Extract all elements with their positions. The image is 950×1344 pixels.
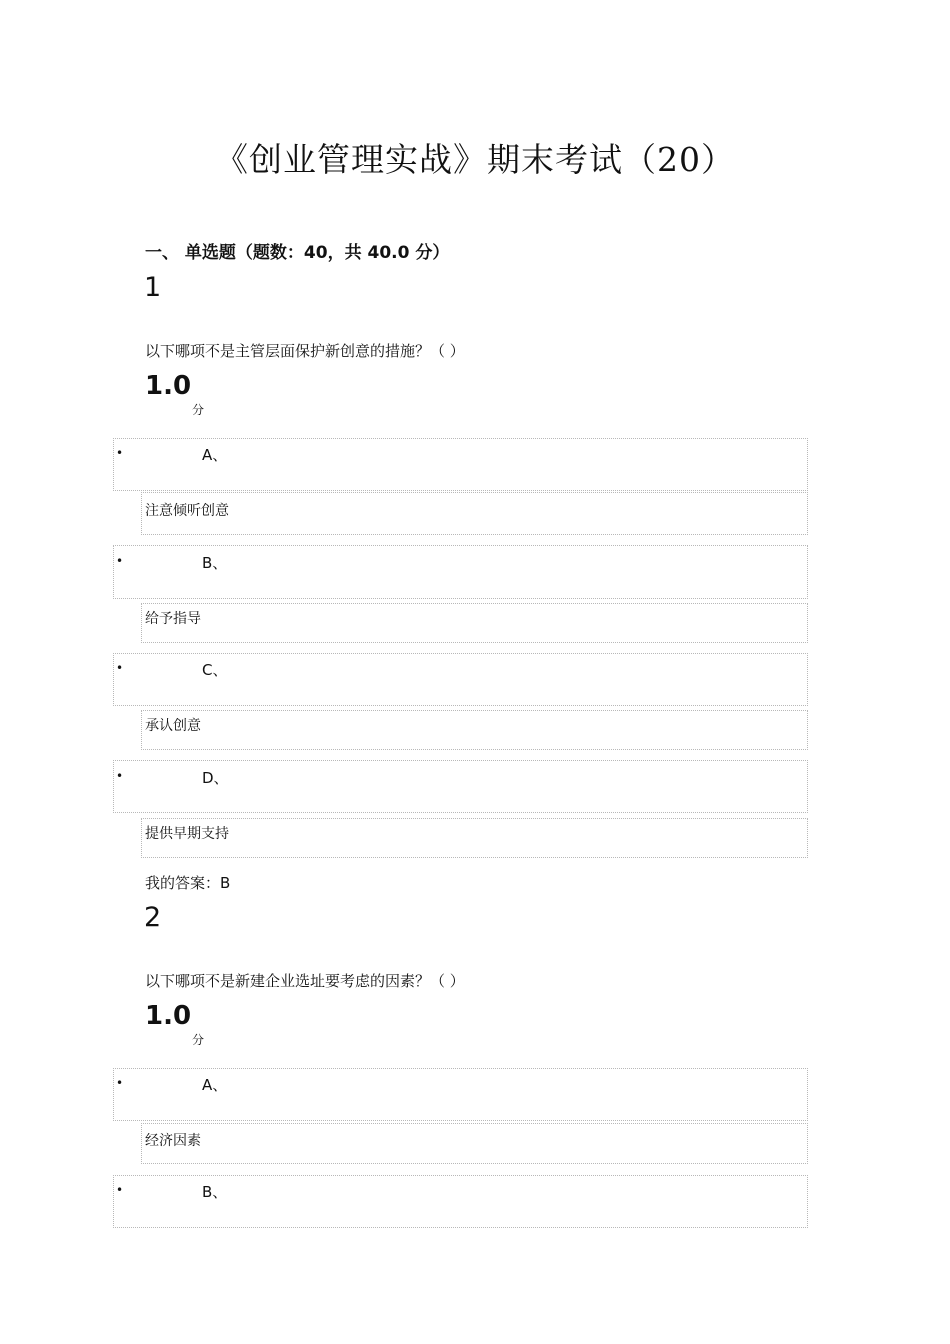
bullet-icon: •	[116, 769, 124, 783]
bullet-icon: •	[116, 446, 124, 460]
my-answer: 我的答案：B	[145, 874, 231, 892]
section-heading: 一、 单选题（题数：40，共 40.0 分）	[145, 243, 450, 263]
page-title: 《创业管理实战》期末考试（20）	[215, 140, 735, 179]
question-text: 以下哪项不是新建企业选址要考虑的因素？（ ）	[145, 972, 465, 990]
option-a-text: 注意倾听创意	[145, 503, 229, 519]
bullet-icon: •	[116, 661, 124, 675]
bullet-icon: •	[116, 1076, 124, 1090]
question-number: 2	[144, 902, 162, 933]
option-b-text: 给予指导	[145, 611, 201, 627]
question-score: 1.0	[145, 1001, 192, 1031]
option-d-label: D、	[202, 769, 229, 787]
option-a-label: A、	[202, 446, 228, 464]
option-a-body	[141, 492, 808, 535]
bullet-icon: •	[116, 554, 124, 568]
option-b-label: B、	[202, 554, 228, 572]
option-d-text: 提供早期支持	[145, 826, 229, 842]
option-a-label: A、	[202, 1076, 228, 1094]
score-unit: 分	[192, 1033, 205, 1047]
question-number: 1	[144, 272, 162, 303]
option-c-body	[141, 710, 808, 750]
option-c-text: 承认创意	[145, 718, 201, 734]
bullet-icon: •	[116, 1183, 124, 1197]
option-d-body	[141, 818, 808, 858]
question-score: 1.0	[145, 371, 192, 401]
option-a-text: 经济因素	[145, 1133, 201, 1149]
option-a-body	[141, 1123, 808, 1164]
score-unit: 分	[192, 403, 205, 417]
option-b-label: B、	[202, 1183, 228, 1201]
option-c-label: C、	[202, 661, 228, 679]
option-b-body	[141, 603, 808, 643]
question-text: 以下哪项不是主管层面保护新创意的措施？（ ）	[145, 342, 465, 360]
